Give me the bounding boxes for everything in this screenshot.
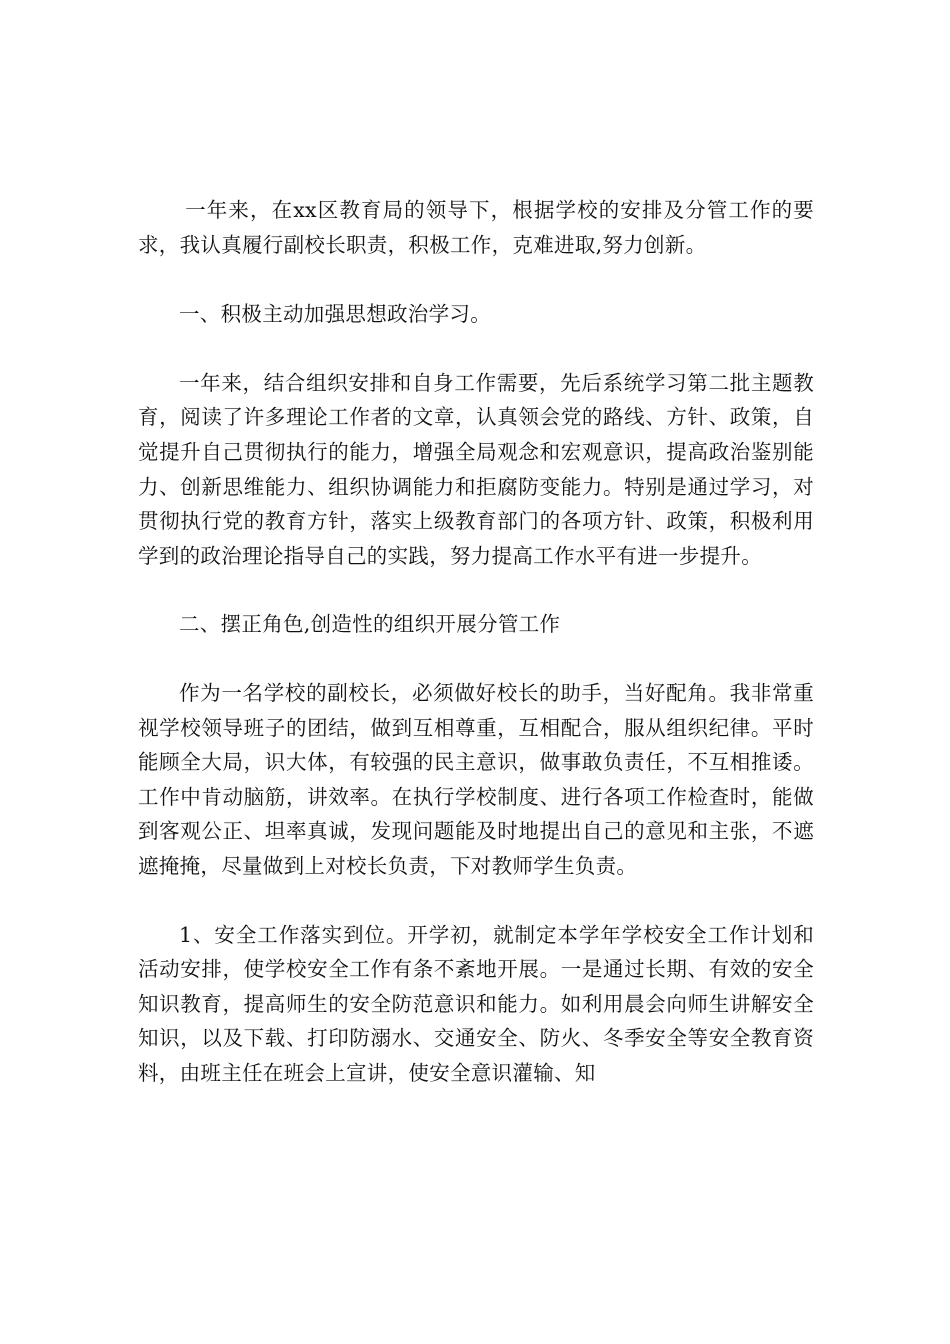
section-heading-1: 一、积极主动加强思想政治学习。 (179, 302, 491, 327)
body-paragraph: 作为一名学校的副校长，必须做好校长的助手，当好配角。我非常重视学校领导班子的团结，做到互相尊重，互相配合，服从组织纪律。平时能顾全大局，识大体，有较强的民主意识，做事敢负责任，不互相推诿。工作中肯动脑筋，讲效率。在执行学校制度、进行各项工作检查时，能做到客观公正、坦率真诚，发现问题能及时地提出自己的意见和主张，不遮遮掩掩，尽量做到上对校长负责，下对教师学生负责。 (138, 680, 814, 878)
intro-paragraph: 一年来，在xx区教育局的领导下，根据学校的安排及分管工作的要求，我认真履行副校长职责，积极工作，克难进取,努力创新。 (138, 198, 814, 257)
document-body (138, 193, 814, 1090)
body-paragraph: 1、安全工作落实到位。开学初，就制定本学年学校安全工作计划和活动安排，使学校安全工作有条不紊地开展。一是通过长期、有效的安全知识教育，提高师生的安全防范意识和能力。如利用晨会向师生讲解安全知识，以及下载、打印防溺水、交通安全、防火、冬季安全等安全教育资料，由班主任在班会上宣讲，使安全意识灌输、知 (138, 922, 814, 1085)
body-paragraph: 一年来，结合组织安排和自身工作需要，先后系统学习第二批主题教育，阅读了许多理论工作者的文章，认真领会党的路线、方针、政策，自觉提升自己贯彻执行的能力，增强全局观念和宏观意识，提高政治鉴别能力、创新思维能力、组织协调能力和拒腐防变能力。特别是通过学习，对贯彻执行党的教育方针，落实上级教育部门的各项方针、政策，积极利用学到的政治理论指导自己的实践，努力提高工作水平有进一步提升。 (138, 370, 814, 568)
section-heading-2: 二、摆正角色,创造性的组织开展分管工作 (179, 612, 561, 637)
